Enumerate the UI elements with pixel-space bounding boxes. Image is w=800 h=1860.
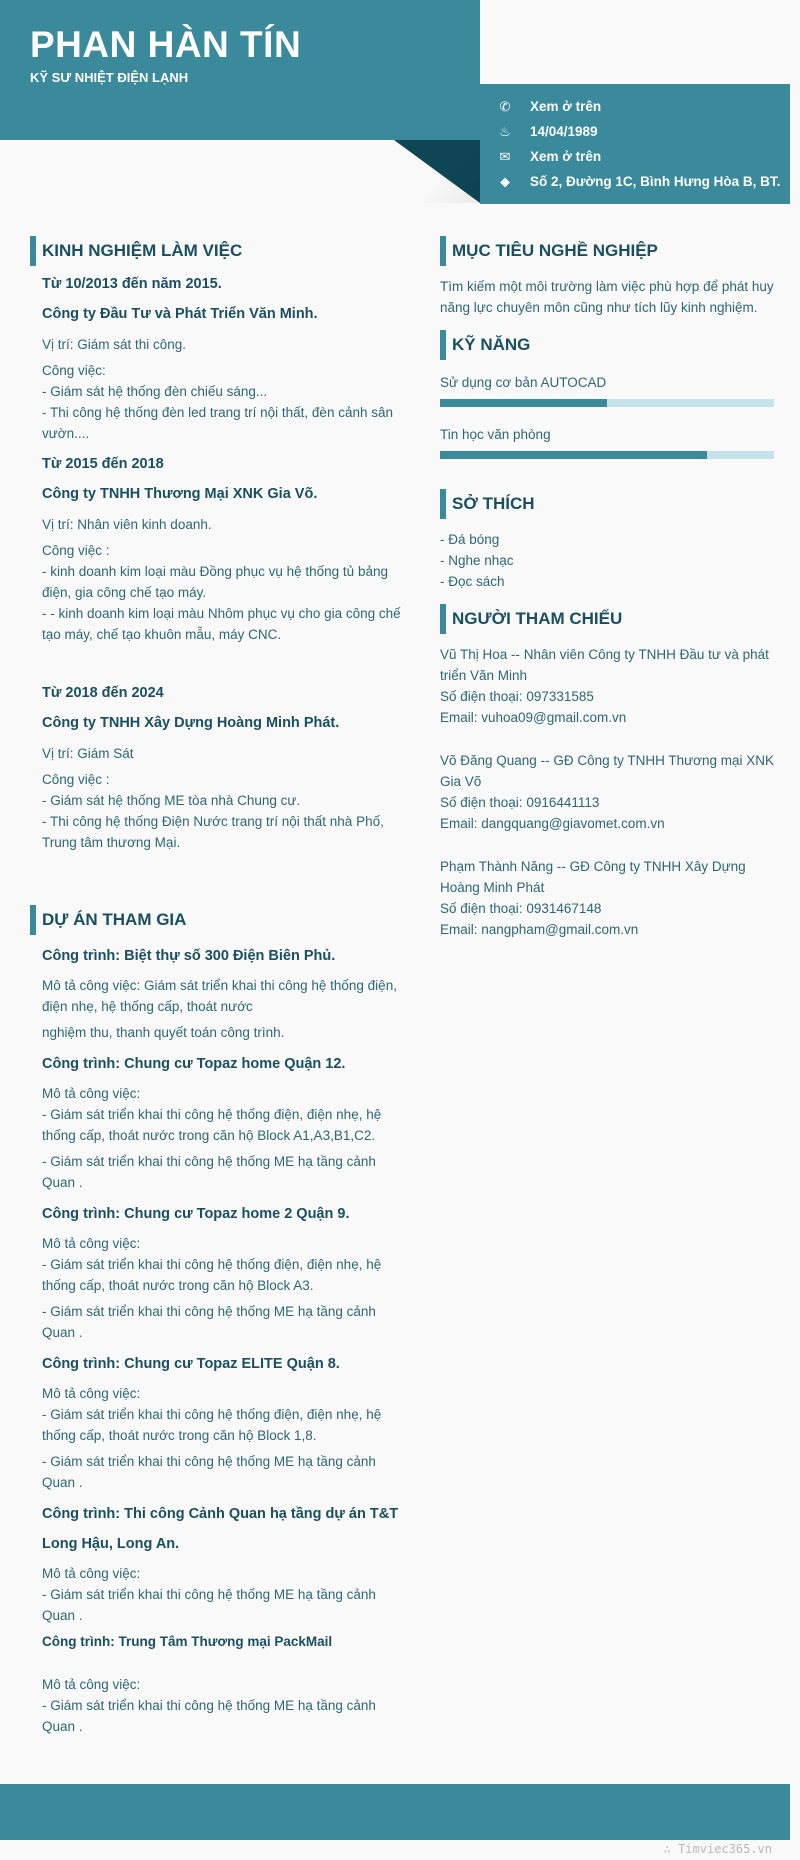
right-column	[440, 236, 775, 940]
contact-box	[480, 84, 790, 204]
project-title: Công trình: Trung Tâm Thương mại PackMail	[42, 1634, 333, 1649]
job-position: Vị trí: Nhân viên kinh doanh.	[42, 517, 212, 532]
project-description: Mô tả công việc: - Giám sát triển khai thi công hệ thống ME hạ tầng cảnh Quan .	[42, 1677, 376, 1734]
left-column	[30, 236, 412, 1737]
job-item	[30, 454, 412, 645]
contact-address	[496, 169, 790, 194]
experience-heading: KINH NGHIỆM LÀM VIỆC	[30, 236, 412, 266]
job-item	[30, 274, 412, 444]
project-description-extra: - Giám sát triển khai thi công hệ thống ME hạ tầng cảnh Quan .	[42, 1454, 376, 1490]
project-item	[30, 1354, 412, 1493]
job-duties: Công việc : - kinh doanh kim loại màu Đồng phục vụ hệ thống tủ bảng điện, gia công chế tạo máy. - - kinh doanh kim loại màu Nhôm phục vụ cho gia công chế tạo máy, chế tạo khuôn mẫu, máy CNC.	[42, 543, 401, 642]
contact-address-value: Số 2, Đường 1C, Bình Hưng Hòa B, BT.	[530, 174, 781, 189]
skill-label: Sử dụng cơ bản AUTOCAD	[440, 375, 607, 390]
project-description: Mô tả công việc: - Giám sát triển khai thi công hệ thống điện, điện nhẹ, hệ thống cấp, thoát nước trong căn hộ Block 1,8.	[42, 1386, 382, 1443]
reference-item: Vũ Thị Hoa -- Nhân viên Công ty TNHH Đầu tư và phát triển Văn Minh Số điện thoại: 097331585 Email: vuhoa09@gmail.com.vn	[440, 647, 769, 725]
objective-heading: MỤC TIÊU NGHỀ NGHIỆP	[440, 236, 775, 266]
hobbies-list: - Đá bóng - Nghe nhạc - Đọc sách	[440, 532, 514, 589]
skill-label: Tin học văn phòng	[440, 427, 551, 442]
skill-bar	[440, 399, 774, 407]
candidate-title: KỸ SƯ NHIỆT ĐIỆN LẠNH	[30, 70, 189, 85]
project-title: Công trình: Chung cư Topaz home 2 Quận 9.	[42, 1206, 350, 1222]
header-fold-decoration	[394, 140, 480, 203]
contact-email	[496, 144, 790, 169]
project-title: Công trình: Chung cư Topaz ELITE Quận 8.	[42, 1356, 340, 1372]
job-company: Công ty TNHH Thương Mại XNK Gia Võ.	[42, 486, 318, 502]
job-company: Công ty TNHH Xây Dựng Hoàng Minh Phát.	[42, 715, 340, 731]
project-description-extra: - Giám sát triển khai thi công hệ thống ME hạ tầng cảnh Quan .	[42, 1304, 376, 1340]
objective-text: Tìm kiếm một môi trường làm việc phù hợp để phát huy năng lực chuyên môn cũng như tích lũy kinh nghiệm.	[440, 279, 774, 315]
project-item	[30, 1204, 412, 1343]
contact-phone	[496, 94, 790, 119]
envelope-icon: ✉	[499, 148, 511, 164]
job-position: Vị trí: Giám sát thi công.	[42, 337, 187, 352]
hobbies-heading: SỞ THÍCH	[440, 489, 775, 519]
project-item	[30, 946, 412, 1043]
project-item	[30, 1054, 412, 1193]
phone-icon: ✆	[499, 98, 511, 114]
reference-item: Võ Đăng Quang -- GĐ Công ty TNHH Thương mại XNK Gia Võ Số điện thoại: 0916441113 Email: dangquang@giavomet.com.vn	[440, 753, 775, 831]
project-description: Mô tả công việc: - Giám sát triển khai thi công hệ thống điện, điện nhẹ, hệ thống cấp, thoát nước trong căn hộ Block A1,A3,B1,C2.	[42, 1086, 382, 1143]
project-title: Công trình: Thi công Cảnh Quan hạ tầng dự án T&T	[42, 1506, 399, 1522]
job-position: Vị trí: Giám Sát	[42, 746, 134, 761]
references-heading: NGƯỜI THAM CHIẾU	[440, 604, 775, 634]
project-title: Công trình: Biệt thự số 300 Điện Biên Phủ.	[42, 948, 336, 964]
skill-bar-fill	[440, 451, 707, 459]
birthday-cake-icon: ♨	[499, 123, 511, 139]
contact-email-value: Xem ở trên	[530, 149, 602, 164]
project-description-extra: nghiệm thu, thanh quyết toán công trình.	[42, 1025, 285, 1040]
job-duties: Công việc : - Giám sát hệ thống ME tòa nhà Chung cư. - Thi công hệ thống Điện Nước trang trí nội thất nhà Phố, Trung tâm thương Mại.	[42, 772, 384, 850]
job-item	[30, 683, 412, 853]
skills-heading: KỸ NĂNG	[440, 330, 775, 360]
job-period: Từ 2018 đến 2024	[42, 685, 164, 701]
project-description: Mô tả công việc: Giám sát triển khai thi công hệ thống điện, điện nhẹ, hệ thống cấp, thoát nước	[42, 978, 397, 1014]
job-period: Từ 2015 đến 2018	[42, 456, 164, 472]
contact-birthday	[496, 119, 790, 144]
project-item	[30, 1631, 412, 1737]
project-description-extra: - Giám sát triển khai thi công hệ thống ME hạ tầng cảnh Quan .	[42, 1154, 376, 1190]
contact-phone-value: Xem ở trên	[530, 99, 602, 114]
skill-bar	[440, 451, 774, 459]
footer-band	[0, 1784, 790, 1840]
contact-birthday-value: 14/04/1989	[530, 124, 598, 139]
projects-heading: DỰ ÁN THAM GIA	[30, 905, 412, 935]
map-marker-icon: ⬥	[500, 173, 510, 189]
watermark: ∴ Timviec365.vn	[663, 1842, 772, 1856]
candidate-name: PHAN HÀN TÍN	[30, 24, 302, 65]
skill-bar-fill	[440, 399, 607, 407]
job-duties: Công việc: - Giám sát hệ thống đèn chiếu sáng... - Thi công hệ thống đèn led trang trí nội thất, đèn cảnh sân vườn....	[42, 363, 393, 441]
reference-item: Phạm Thành Năng -- GĐ Công ty TNHH Xây Dựng Hoàng Minh Phát Số điện thoại: 0931467148 Email: nangpham@gmail.com.vn	[440, 859, 746, 937]
job-company: Công ty Đầu Tư và Phát Triển Văn Minh.	[42, 306, 318, 322]
project-title: Công trình: Chung cư Topaz home Quận 12.	[42, 1056, 346, 1072]
job-period: Từ 10/2013 đến năm 2015.	[42, 276, 222, 292]
project-title-continued: Long Hậu, Long An.	[42, 1536, 180, 1552]
project-description: Mô tả công việc: - Giám sát triển khai thi công hệ thống điện, điện nhẹ, hệ thống cấp, thoát nước trong căn hộ Block A3.	[42, 1236, 382, 1293]
project-description: Mô tả công việc: - Giám sát triển khai thi công hệ thống ME hạ tầng cảnh Quan .	[42, 1566, 376, 1623]
project-item	[30, 1504, 412, 1626]
